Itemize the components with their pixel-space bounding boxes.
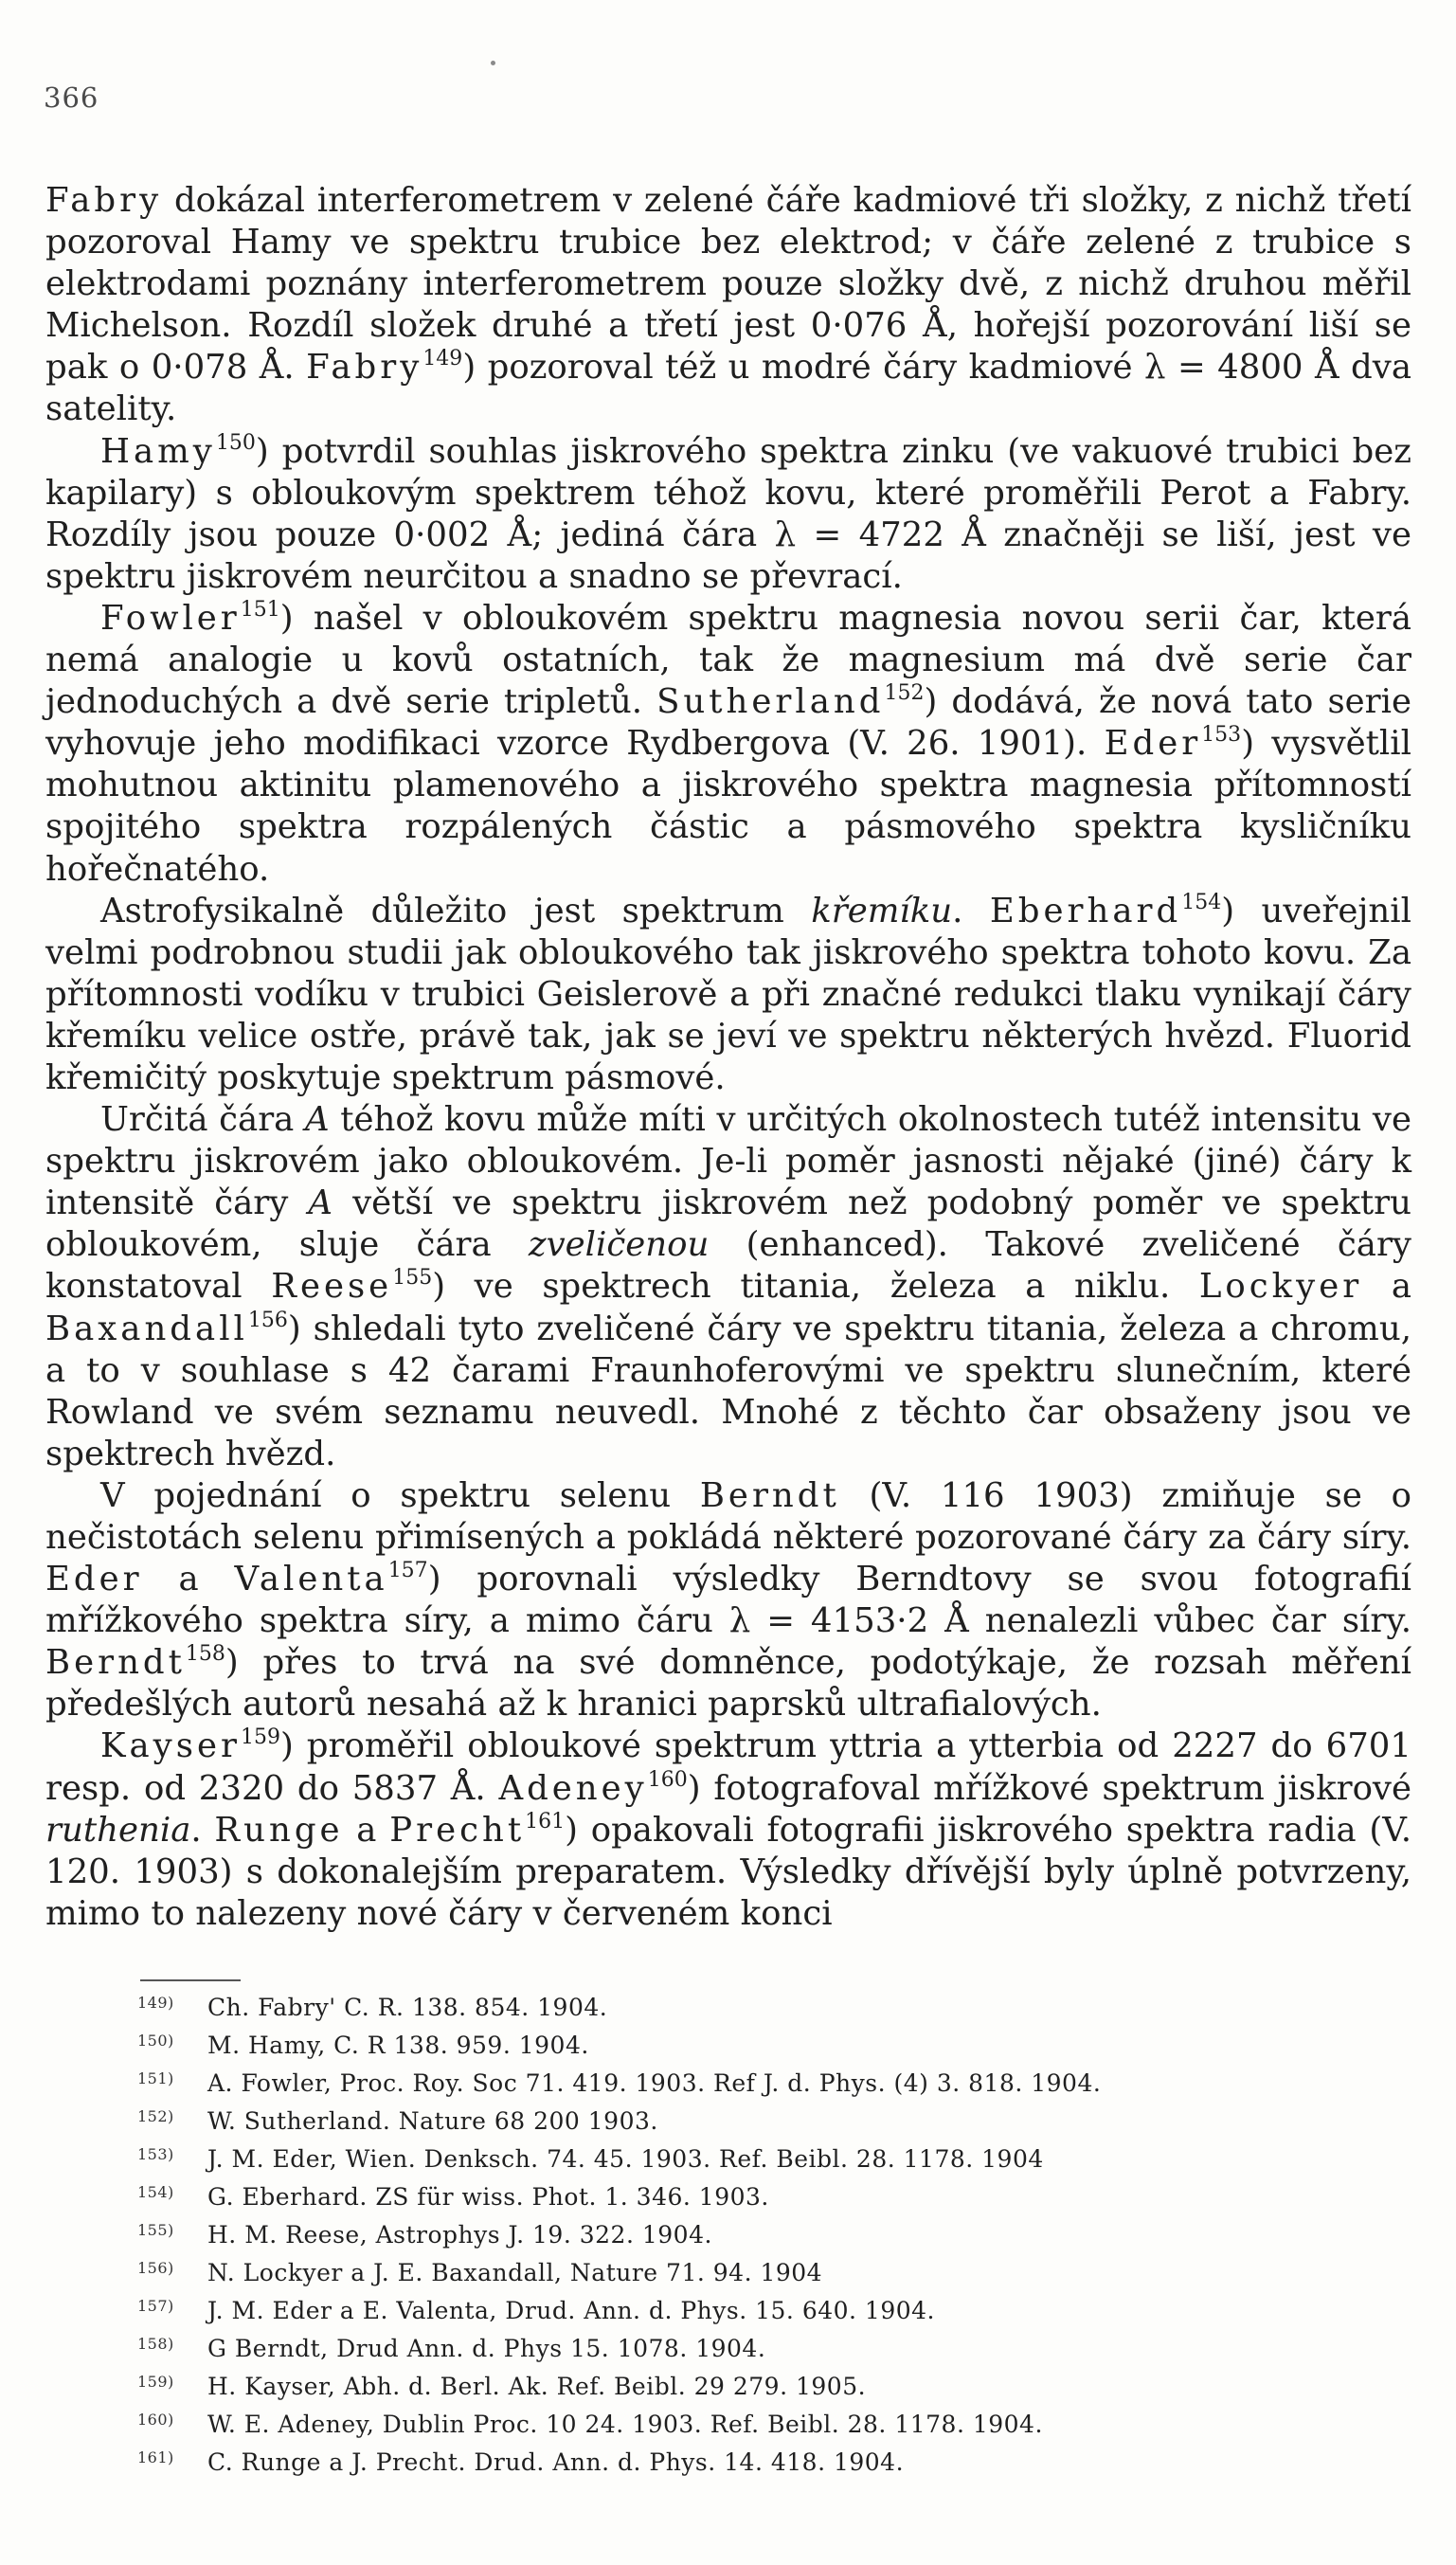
footnote-ref: 159 <box>240 1725 280 1750</box>
text-run: ) fotografoval mřížkové spektrum jiskrové <box>687 1768 1412 1808</box>
text-run: Určitá čára <box>100 1100 305 1140</box>
author-name: Eberhard <box>989 891 1182 930</box>
footnote <box>137 2176 1426 2213</box>
author-name: Hamy <box>100 431 216 471</box>
footnote <box>137 2327 1426 2365</box>
text-run: a <box>343 1810 390 1850</box>
author-name: Eder <box>1104 724 1202 764</box>
footnote-number: 159) <box>137 2373 174 2391</box>
text-run: dokázal interferometrem v zelené čáře kadmiové tři složky, z nichž třetí pozoroval Hamy ve spektru trubice bez elektrod; v čáře zelené z trubice s elektrodami poznány interferometrem pouze složky dvě, z nichž druhou měřil Michelson. Rozdíl složek druhé a třetí jest 0·076 Å, hořejší pozorování liší se pak o 0·078 Å. <box>45 181 1411 388</box>
text-run: ) dodává, že nová tato serie vyhovuje jeho modifikaci vzorce Rydbergova (V. 26. 1901). <box>45 682 1412 764</box>
footnote-text: G Berndt, Drud Ann. d. Phys 15. 1078. 1904. <box>207 2335 766 2362</box>
text-run: ) přes to trvá na své domněnce, podotýkaje, že rozsah měření předešlých autorů nesahá až k hranici paprsků ultrafialových. <box>45 1643 1411 1725</box>
footnote <box>137 2062 1426 2100</box>
text-run: ) ve spektrech titania, železa a niklu. <box>432 1267 1199 1307</box>
text-run: větší ve spektru jiskrovém než podobný poměr ve spektru obloukovém, sluje čára <box>45 1183 1412 1265</box>
footnote-ref: 149 <box>422 347 463 371</box>
footnote-separator <box>140 1979 241 1981</box>
author-name: Adeney <box>498 1768 648 1808</box>
footnote-text: A. Fowler, Proc. Roy. Soc 71. 419. 1903. Ref J. d. Phys. (4) 3. 818. 1904. <box>207 2069 1102 2097</box>
footnote-number: 152) <box>137 2107 174 2125</box>
footnote <box>137 2365 1426 2403</box>
text-run: . <box>952 891 990 930</box>
text-run: ) našel v obloukovém spektru magnesia novou serii čar, která nemá analogie u kovů ostatních, tak že magnesium má dvě serie čar jednoduchých a dvě serie tripletů. <box>45 598 1411 722</box>
italic-term: A <box>308 1183 333 1223</box>
footnote-ref: 160 <box>647 1767 688 1792</box>
paragraph <box>45 1099 1411 1475</box>
author-name: Precht <box>389 1810 526 1850</box>
footnote-ref: 151 <box>240 597 280 622</box>
footnote <box>137 2403 1426 2441</box>
paragraph <box>45 598 1411 891</box>
author-name: Berndt <box>45 1643 186 1683</box>
footnote-number: 153) <box>137 2145 174 2163</box>
author-name: Kayser <box>100 1726 241 1766</box>
footnote-ref: 150 <box>215 430 256 455</box>
footnote-ref: 154 <box>1181 890 1222 914</box>
footnote <box>137 2213 1426 2251</box>
footnote <box>137 2138 1426 2176</box>
italic-term: A <box>304 1100 330 1140</box>
text-run: ) vysvětlil mohutnou aktinitu plamenového a jiskrového spektra magnesia přítomností spojitého spektra rozpálených částic a pásmového spektra kysličníku hořečnatého. <box>45 724 1411 889</box>
footnote-ref: 156 <box>247 1308 288 1332</box>
text-run: ) opakovali fotografii jiskrového spektra radia (V. 120. 1903) s dokonalejším preparatem. Výsledky dřívější byly úplně potvrzeny, mimo to nalezeny nové čáry v červeném konci <box>45 1810 1412 1933</box>
paragraph <box>45 180 1411 431</box>
footnote-text: H. Kayser, Abh. d. Berl. Ak. Ref. Beibl. 29 279. 1905. <box>207 2373 867 2400</box>
italic-term: ruthenia <box>45 1810 191 1850</box>
page-number: 366 <box>44 81 99 114</box>
footnote-text: M. Hamy, C. R 138. 959. 1904. <box>207 2032 589 2059</box>
footnote-text: J. M. Eder, Wien. Denksch. 74. 45. 1903. Ref. Beibl. 28. 1178. 1904 <box>207 2145 1044 2173</box>
text-run: ) pozoroval též u modré čáry kadmiové λ = 4800 Å dva satelity. <box>45 348 1411 429</box>
body-text <box>45 180 1411 1935</box>
footnote-text: G. Eberhard. ZS für wiss. Phot. 1. 346. 1903. <box>207 2183 769 2211</box>
text-run: Astrofysikalně důležito jest spektrum <box>100 891 812 930</box>
ink-speck <box>491 61 495 65</box>
footnote-number: 150) <box>137 2032 174 2050</box>
footnote <box>137 2024 1426 2062</box>
italic-term: zveličenou <box>528 1225 710 1265</box>
text-run: ) potvrdil souhlas jiskrového spektra zinku (ve vakuové trubici bez kapilary) s obloukovým spektrem téhož kovu, které proměřili Perot a Fabry. Rozdíly jsou pouze 0·002 Å; jediná čára λ = 4722 Å značněji se liší, jest ve spektru jiskrovém neurčitou a snadno se převrací. <box>45 431 1411 596</box>
italic-term: křemíku <box>811 891 953 930</box>
author-name: Fabry <box>306 348 423 388</box>
footnote-number: 161) <box>137 2448 174 2466</box>
text-run: ) proměřil obloukové spektrum yttria a ytterbia od 2227 do 6701 resp. od 2320 do 5837 Å. <box>45 1726 1411 1808</box>
footnote <box>137 2251 1426 2289</box>
author-name: Eder <box>45 1560 143 1599</box>
text-run: V pojednání o spektru selenu <box>100 1475 700 1515</box>
author-name: Reese <box>271 1267 393 1307</box>
footnote-text: H. M. Reese, Astrophys J. 19. 322. 1904. <box>207 2221 712 2249</box>
text-run: . <box>190 1810 215 1850</box>
author-name: Berndt <box>699 1475 840 1515</box>
text-run: ) uveřejnil velmi podrobnou studii jak obloukového tak jiskrového spektra tohoto kovu. Za přítomnosti vodíku v trubici Geislerově a při značné redukci tlaku vynikají čáry křemíku velice ostře, právě tak, jak se jeví ve spektru některých hvězd. Fluorid křemičitý poskytuje spektrum pásmové. <box>45 891 1411 1097</box>
footnote-ref: 153 <box>1201 723 1242 748</box>
author-name: Fabry <box>45 181 163 220</box>
footnote-text: Ch. Fabry' C. R. 138. 854. 1904. <box>207 1994 608 2021</box>
text-run: (enhanced). Takové zveličené čáry konstatoval <box>45 1225 1411 1307</box>
footnote-ref: 157 <box>387 1559 428 1583</box>
text-run: (V. 116 1903) zmiňuje se o nečistotách selenu přimísených a pokládá některé pozorované čáry za čáry síry. <box>45 1475 1411 1557</box>
footnote-ref: 152 <box>884 681 925 706</box>
paragraph <box>45 1725 1411 1934</box>
paragraph <box>45 1475 1411 1726</box>
footnote-number: 158) <box>137 2335 174 2353</box>
footnote-ref: 155 <box>392 1266 433 1291</box>
footnote <box>137 1986 1426 2024</box>
paragraph <box>45 891 1411 1099</box>
author-name: Sutherland <box>656 682 885 722</box>
text-run: ) porovnali výsledky Berndtovy se svou fotografií mřížkového spektra síry, a mimo čáru λ = 4153·2 Å nenalezli vůbec čar síry. <box>45 1560 1411 1641</box>
footnote-text: W. Sutherland. Nature 68 200 1903. <box>207 2107 658 2135</box>
footnote-number: 149) <box>137 1994 174 2012</box>
text-run: ) shledali tyto zveličené čáry ve spektru titania, železa a chromu, a to v souhlase s 42 čarami Fraunhoferovými ve spektru slunečním, které Rowland ve svém seznamu neuvedl. Mnohé z těchto čar obsaženy jsou ve spektrech hvězd. <box>45 1309 1411 1473</box>
author-name: Valenta <box>234 1560 388 1599</box>
footnote-number: 157) <box>137 2297 174 2315</box>
text-run: a <box>142 1560 235 1599</box>
footnote <box>137 2100 1426 2138</box>
footnote-text: J. M. Eder a E. Valenta, Drud. Ann. d. Phys. 15. 640. 1904. <box>207 2297 936 2324</box>
author-name: Lockyer <box>1198 1267 1363 1307</box>
footnote-number: 155) <box>137 2221 174 2239</box>
footnote <box>137 2441 1426 2479</box>
footnote-ref: 161 <box>525 1809 566 1833</box>
footnote-text: C. Runge a J. Precht. Drud. Ann. d. Phys. 14. 418. 1904. <box>207 2448 905 2476</box>
footnote-text: N. Lockyer a J. E. Baxandall, Nature 71. 94. 1904 <box>207 2259 823 2286</box>
footnote-number: 154) <box>137 2183 174 2201</box>
footnote-ref: 158 <box>185 1642 225 1667</box>
author-name: Fowler <box>100 598 241 638</box>
footnote-text: W. E. Adeney, Dublin Proc. 10 24. 1903. Ref. Beibl. 28. 1178. 1904. <box>207 2411 1043 2438</box>
footnote-number: 151) <box>137 2069 174 2087</box>
footnote-number: 160) <box>137 2411 174 2429</box>
footnotes <box>137 1986 1426 2479</box>
paragraph <box>45 431 1411 598</box>
author-name: Runge <box>214 1810 344 1850</box>
text-run: téhož kovu může míti v určitých okolnostech tutéž intensitu ve spektru jiskrovém jako obloukovém. Je-li poměr jasnosti nějaké (jiné) čáry k intensitě čáry <box>45 1100 1411 1223</box>
footnote-number: 156) <box>137 2259 174 2277</box>
author-name: Baxandall <box>45 1309 248 1348</box>
footnote <box>137 2289 1426 2327</box>
text-run: a <box>1362 1267 1411 1307</box>
